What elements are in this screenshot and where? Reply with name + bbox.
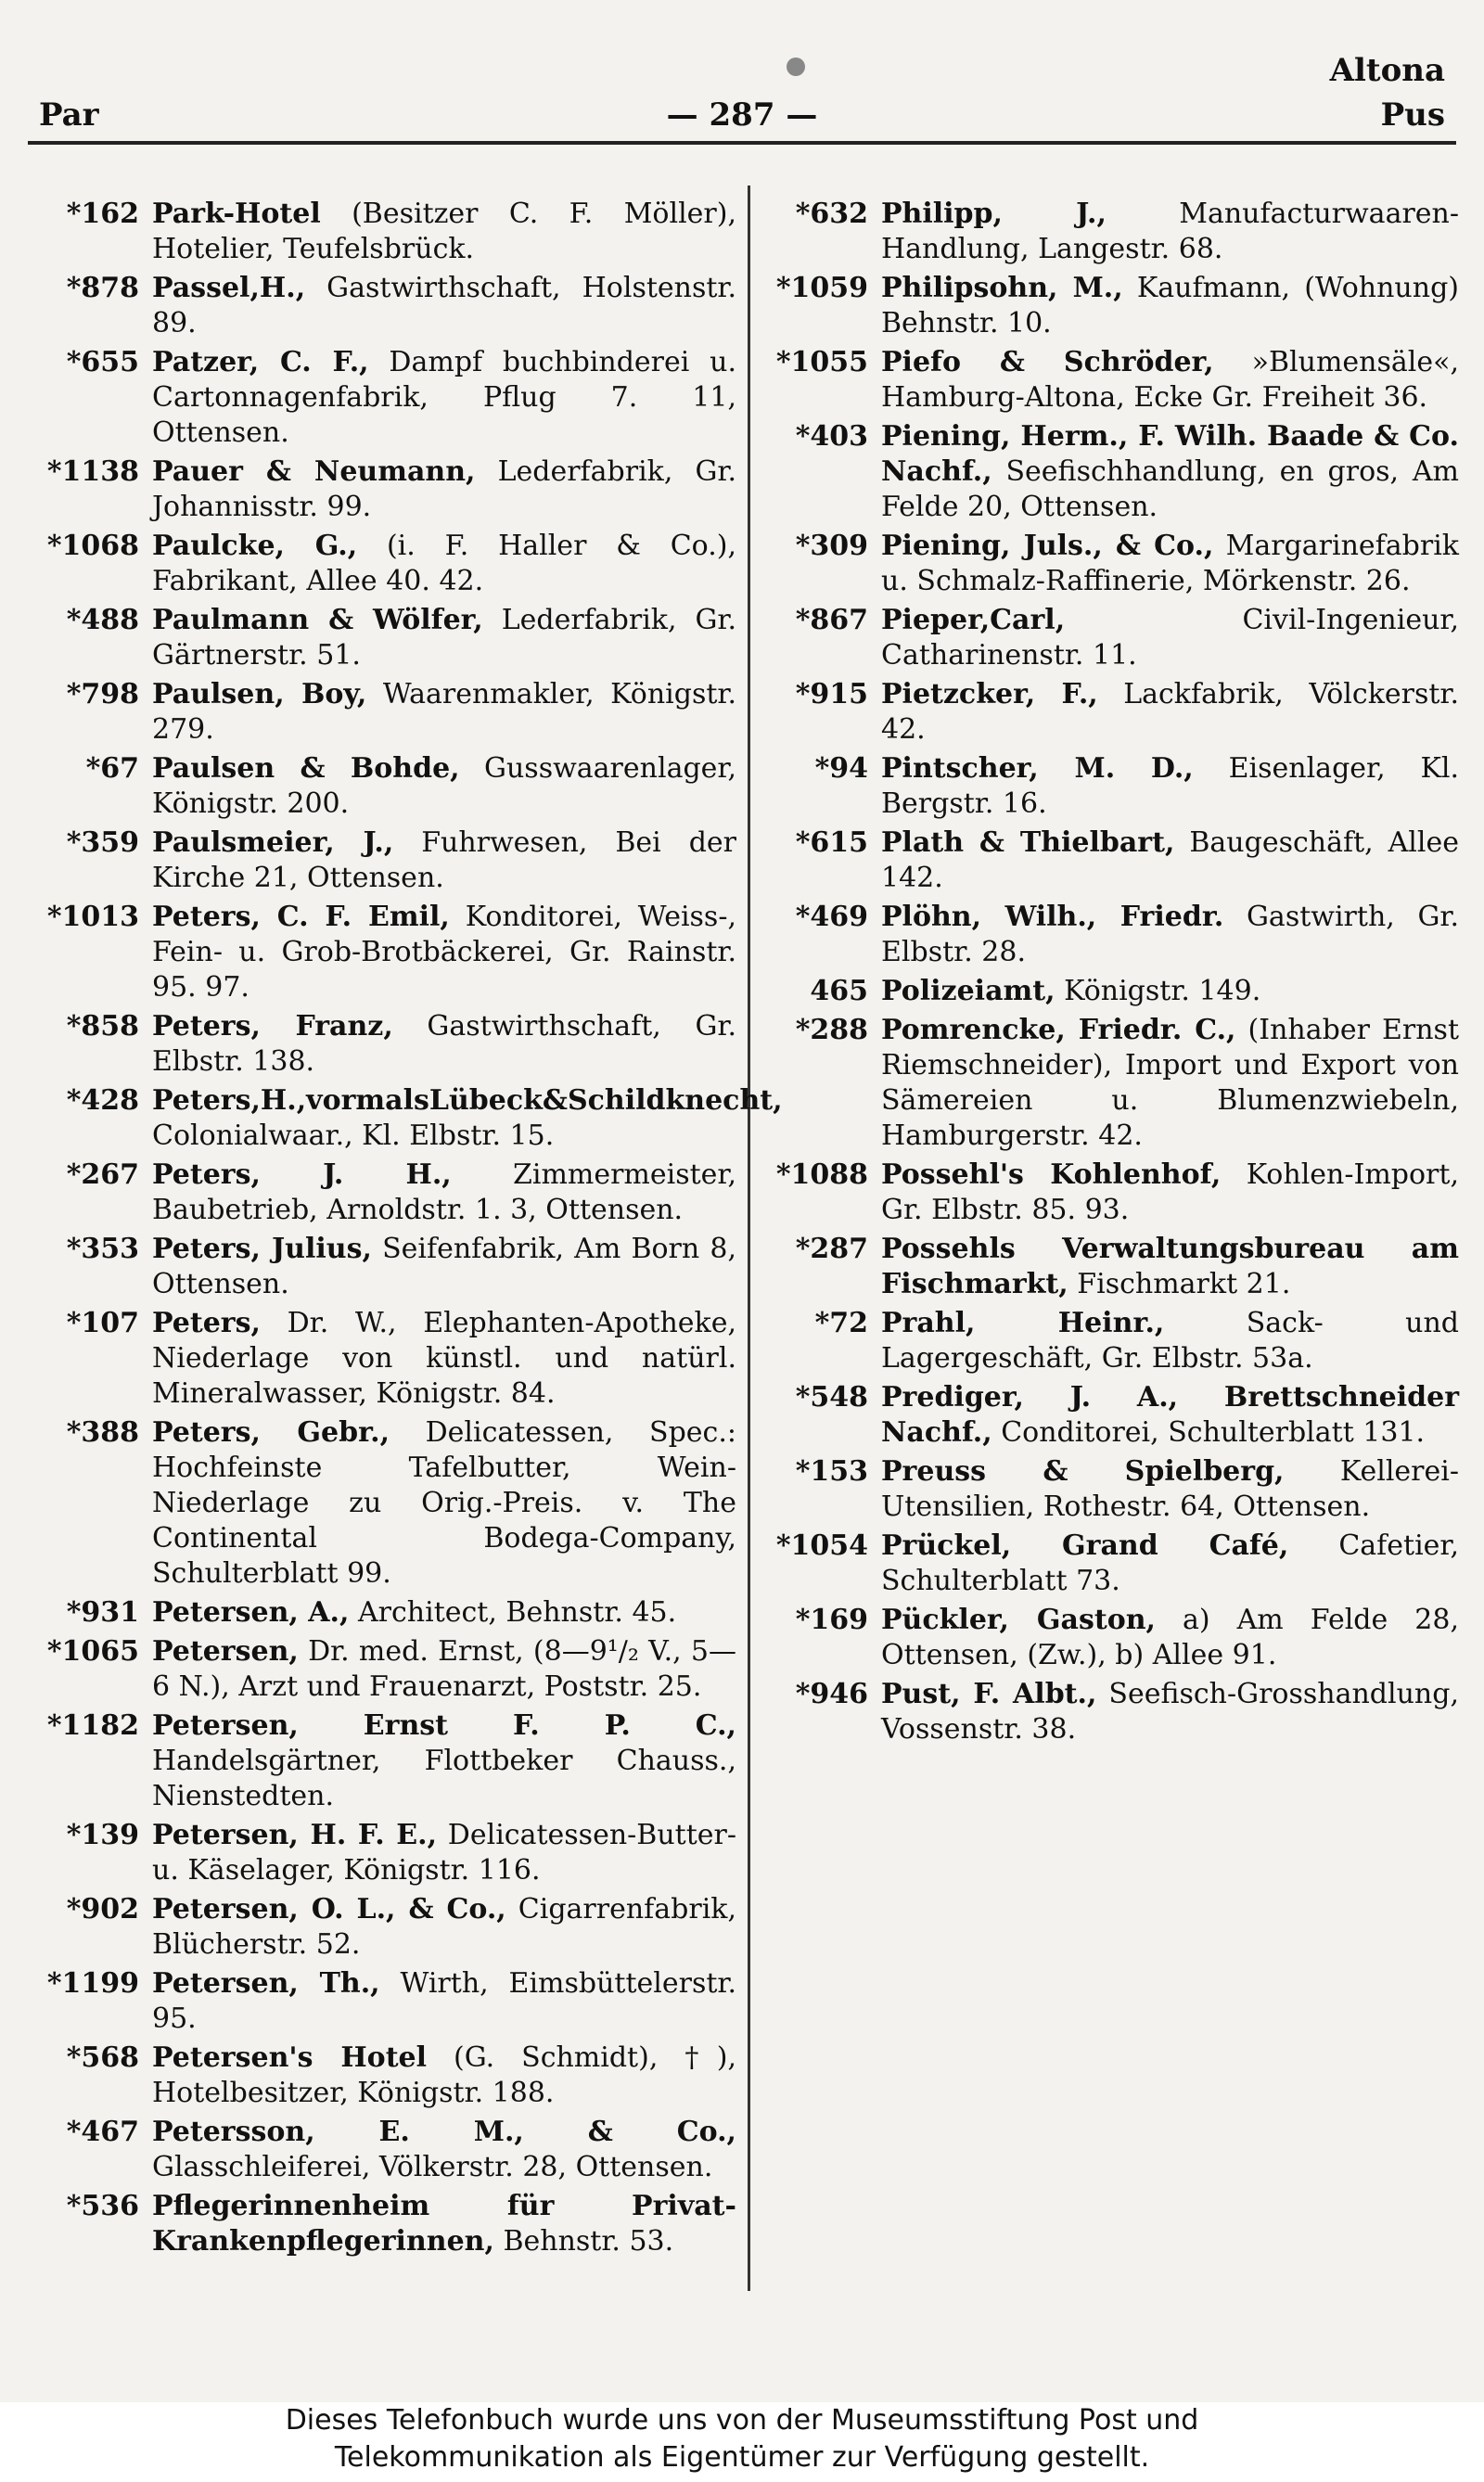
directory-entry <box>30 603 736 673</box>
entry-text <box>152 677 736 748</box>
entry-text <box>881 974 1459 1009</box>
directory-entry <box>759 1380 1459 1451</box>
entry-text <box>152 751 736 822</box>
phone-number: *1068 <box>46 530 139 562</box>
entry-name: Paulsmeier, J., <box>152 826 394 859</box>
entry-name: Petersen, A., <box>152 1596 350 1629</box>
phone-number: *548 <box>795 1381 868 1414</box>
entry-text <box>152 1708 736 1814</box>
footer-line-1: Dieses Telefonbuch wurde uns von der Museumsstiftung Post und <box>285 2404 1199 2437</box>
phone-number: *655 <box>66 346 139 378</box>
entry-name: Philipp, J., <box>881 198 1107 230</box>
entry-text <box>152 1083 783 1154</box>
entry-description: Cigarrenfabrik, Blücherstr. 52. <box>152 1893 737 1961</box>
directory-entry <box>30 1158 736 1228</box>
entry-description: Gastwirthschaft, Gr. Elbstr. 138. <box>152 1010 736 1078</box>
entry-description: Behnstr. 53. <box>493 2225 674 2258</box>
directory-entry <box>30 454 736 525</box>
entry-text <box>152 345 736 451</box>
entry-name: Pintscher, M. D., <box>881 752 1194 785</box>
entry-name: Paulsen, Boy, <box>152 678 367 710</box>
entry-text <box>152 1595 736 1631</box>
entry-description: Margarinefabrik u. Schmalz-Raffinerie, Mörkenstr. 26. <box>881 530 1459 597</box>
phone-number: *1088 <box>775 1158 868 1191</box>
directory-entry <box>759 751 1459 822</box>
phone-number: *615 <box>795 826 868 859</box>
entry-name: Pieper,Carl, <box>881 604 1066 636</box>
phone-number: *1138 <box>46 455 139 488</box>
entry-text <box>881 1232 1459 1302</box>
phone-number: *488 <box>66 604 139 636</box>
entry-text <box>881 197 1459 267</box>
entry-description: Seefisch-Grosshandlung, Vossenstr. 38. <box>881 1678 1459 1746</box>
directory-entry <box>30 2115 736 2185</box>
directory-entry <box>30 2189 736 2259</box>
right-column <box>759 197 1459 1751</box>
entry-description: Dampf buchbinderei u. Cartonnagenfabrik, Pflug 7. 11, Ottensen. <box>152 346 736 449</box>
entry-text <box>881 751 1459 822</box>
left-column <box>30 197 783 2263</box>
entry-description: Manufacturwaaren-Handlung, Langestr. 68. <box>881 198 1460 265</box>
phone-number: *858 <box>66 1010 139 1043</box>
entry-text <box>881 419 1459 525</box>
footer-note <box>0 2402 1484 2482</box>
directory-entry <box>759 1306 1459 1376</box>
entry-name: Polizeiamt, <box>881 975 1055 1007</box>
entry-text <box>152 603 736 673</box>
entry-text <box>152 1966 736 2037</box>
entry-name: Pietzcker, F., <box>881 678 1098 710</box>
phone-number: *931 <box>66 1596 139 1629</box>
directory-entry <box>759 1013 1459 1154</box>
directory-entry <box>30 751 736 822</box>
directory-entry <box>30 197 736 267</box>
entry-name: Peters, <box>152 1307 261 1339</box>
entry-text <box>152 1818 736 1888</box>
entry-name: Piefo & Schröder, <box>881 346 1214 378</box>
phone-number: *469 <box>795 901 868 933</box>
entry-description: Gastwirthschaft, Holstenstr. 89. <box>152 272 736 339</box>
entry-description: (Inhaber Ernst Riemschneider), Import und Export von Sämereien u. Blumenzwiebeln, Hamburgerstr. 42. <box>881 1014 1459 1152</box>
entry-name: Prediger, J. A., Brettschneider Nachf., <box>881 1381 1459 1449</box>
directory-entry <box>30 1595 736 1631</box>
entry-name: Piening, Juls., & Co., <box>881 530 1214 562</box>
entry-name: Petersen, Th., <box>152 1967 380 2000</box>
entry-name: Prückel, Grand Café, <box>881 1529 1289 1562</box>
directory-entry <box>30 1083 783 1154</box>
entry-description: Dr. W., Elephanten-Apotheke, Niederlage von künstl. und natürl. Mineralwasser, Königstr. 84. <box>152 1307 736 1410</box>
entry-name: Pauer & Neumann, <box>152 455 476 488</box>
entry-text <box>152 271 736 341</box>
entry-description: Lederfabrik, Gr. Gärtnerstr. 51. <box>152 604 737 672</box>
entry-description: Lackfabrik, Völckerstr. 42. <box>881 678 1459 746</box>
entry-name: Park-Hotel <box>152 198 321 230</box>
entry-description: Zimmermeister, Baubetrieb, Arnoldstr. 1. 3, Ottensen. <box>152 1158 737 1226</box>
phone-number: *798 <box>66 678 139 710</box>
entry-description: Seefischhandlung, en gros, Am Felde 20, Ottensen. <box>881 455 1459 523</box>
entry-description: Gastwirth, Gr. Elbstr. 28. <box>881 901 1459 968</box>
entry-name: Peters, Franz, <box>152 1010 393 1043</box>
entry-text <box>152 1306 736 1412</box>
entry-name: Prahl, Heinr., <box>881 1307 1165 1339</box>
phone-number: *94 <box>814 752 868 785</box>
directory-entry <box>30 529 736 599</box>
entry-name: Pflegerinnenheim für Privat-Krankenpflegerinnen, <box>152 2190 736 2258</box>
entry-description: a) Am Felde 28, Ottensen, (Zw.), b) Allee 91. <box>881 1604 1459 1671</box>
phone-number: *1013 <box>46 901 139 933</box>
entry-description: (G. Schmidt), †), Hotelbesitzer, Königstr. 188. <box>152 2041 737 2109</box>
entry-text <box>881 271 1459 341</box>
entry-text <box>152 1158 736 1228</box>
directory-entry <box>30 1232 736 1302</box>
entry-name: Passel,H., <box>152 272 306 304</box>
directory-entry <box>30 1966 736 2037</box>
entry-description: Handelsgärtner, Flottbeker Chauss., Nienstedten. <box>152 1745 736 1812</box>
entry-text <box>881 1306 1459 1376</box>
entry-name: Peters, C. F. Emil, <box>152 901 450 933</box>
entry-text <box>881 677 1459 748</box>
phone-number: *72 <box>814 1307 868 1339</box>
entry-description: Gusswaarenlager, Königstr. 200. <box>152 752 736 820</box>
phone-number: *359 <box>66 826 139 859</box>
entry-description: Eisenlager, Kl. Bergstr. 16. <box>881 752 1459 820</box>
entry-name: Petersen's Hotel <box>152 2041 428 2074</box>
entry-text <box>152 2189 736 2259</box>
directory-entry <box>759 345 1459 416</box>
directory-entry <box>759 900 1459 970</box>
phone-number: *288 <box>795 1014 868 1046</box>
directory-entry <box>30 271 736 341</box>
directory-entry <box>759 419 1459 525</box>
phone-number: *267 <box>66 1158 139 1191</box>
entry-text <box>152 454 736 525</box>
entry-name: Petersen, Ernst F. P. C., <box>152 1709 736 1742</box>
directory-entry <box>759 1454 1459 1525</box>
directory-entry <box>30 1708 736 1814</box>
directory-entry <box>759 529 1459 599</box>
entry-description: Dr. med. Ernst, (8—9¹/₂ V., 5—6 N.), Arzt und Frauenarzt, Poststr. 25. <box>152 1635 736 1703</box>
entry-description: Sack- und Lagergeschäft, Gr. Elbstr. 53a. <box>881 1307 1459 1375</box>
entry-name: Peters, Gebr., <box>152 1416 390 1449</box>
entry-description: Colonialwaar., Kl. Elbstr. 15. <box>152 1119 555 1152</box>
entry-name: Possehl's Kohlenhof, <box>881 1158 1222 1191</box>
range-start: Par <box>39 96 99 134</box>
phone-number: *169 <box>795 1604 868 1636</box>
entry-name: Possehls Verwaltungsbureau am Fischmarkt, <box>881 1233 1459 1300</box>
directory-entry <box>759 1158 1459 1228</box>
phone-number: *403 <box>795 420 868 453</box>
entry-name: Pückler, Gaston, <box>881 1604 1156 1636</box>
phone-number: *467 <box>66 2116 139 2148</box>
directory-entry <box>30 2041 736 2111</box>
phone-number: *1065 <box>46 1635 139 1668</box>
phone-number: *1182 <box>46 1709 139 1742</box>
directory-entry <box>30 1306 736 1412</box>
entry-text <box>152 1009 736 1080</box>
entry-text <box>881 825 1459 896</box>
entry-text <box>152 529 736 599</box>
directory-entry <box>759 825 1459 896</box>
entry-name: Petersson, E. M., & Co., <box>152 2116 736 2148</box>
directory-entry <box>759 271 1459 341</box>
entry-text <box>152 2041 736 2111</box>
phone-number: *353 <box>66 1233 139 1265</box>
entry-description: Konditorei, Weiss-, Fein- u. Grob-Brotbäckerei, Gr. Rainstr. 95. 97. <box>152 901 737 1004</box>
entry-description: (i. F. Haller & Co.), Fabrikant, Allee 40. 42. <box>152 530 736 597</box>
entry-text <box>881 603 1459 673</box>
entry-description: Kellerei-Utensilien, Rothestr. 64, Ottensen. <box>881 1455 1459 1523</box>
phone-number: *1199 <box>46 1967 139 2000</box>
phone-number: *428 <box>66 1084 139 1117</box>
entry-name: Preuss & Spielberg, <box>881 1455 1285 1488</box>
entry-description: Kohlen-Import, Gr. Elbstr. 85. 93. <box>881 1158 1459 1226</box>
phone-number: *536 <box>66 2190 139 2222</box>
phone-number: *287 <box>795 1233 868 1265</box>
entry-name: Peters, J. H., <box>152 1158 452 1191</box>
phone-number: *153 <box>795 1455 868 1488</box>
directory-entry <box>30 345 736 451</box>
entry-name: Pomrencke, Friedr. C., <box>881 1014 1236 1046</box>
entry-name: Petersen, H. F. E., <box>152 1819 438 1851</box>
entry-text <box>152 825 736 896</box>
entry-description: Seifenfabrik, Am Born 8, Ottensen. <box>152 1233 736 1300</box>
entry-description: Waarenmakler, Königstr. 279. <box>152 678 737 746</box>
entry-text <box>152 2115 736 2185</box>
phone-number: *1054 <box>775 1529 868 1562</box>
directory-entry <box>759 974 1459 1009</box>
directory-entry <box>759 1232 1459 1302</box>
phone-number: *107 <box>66 1307 139 1339</box>
phone-number: *67 <box>85 752 139 785</box>
entry-text <box>881 900 1459 970</box>
directory-entry <box>30 1818 736 1888</box>
entry-name: Paulsen & Bohde, <box>152 752 460 785</box>
directory-entry <box>30 1892 736 1963</box>
entry-description: Conditorei, Schulterblatt 131. <box>991 1416 1426 1449</box>
entry-description: (Besitzer C. F. Möller), Hotelier, Teufelsbrück. <box>152 198 736 265</box>
entry-description: Architect, Behnstr. 45. <box>349 1596 677 1629</box>
entry-description: Königstr. 149. <box>1055 975 1261 1007</box>
entry-text <box>152 197 736 267</box>
entry-name: Piening, Herm., F. Wilh. Baade & Co. Nachf., <box>881 420 1459 488</box>
entry-description: »Blumensäle«, Hamburg-Altona, Ecke Gr. Freiheit 36. <box>881 346 1459 414</box>
directory-entry <box>759 1529 1459 1599</box>
entry-description: Glasschleiferei, Völkerstr. 28, Ottensen. <box>152 2151 713 2183</box>
phone-number: *1059 <box>775 272 868 304</box>
entry-name: Peters, Julius, <box>152 1233 372 1265</box>
entry-description: Delicatessen-Butter- u. Käselager, Königstr. 116. <box>152 1819 736 1887</box>
entry-description: Fischmarkt 21. <box>1068 1268 1291 1300</box>
directory-entry <box>30 900 736 1005</box>
entry-name: Pust, F. Albt., <box>881 1678 1097 1710</box>
directory-entry <box>30 677 736 748</box>
phone-number: *867 <box>795 604 868 636</box>
phone-number: *568 <box>66 2041 139 2074</box>
directory-entry <box>30 1634 736 1705</box>
directory-entry <box>759 197 1459 267</box>
directory-entry <box>30 1415 736 1592</box>
entry-description: Civil-Ingenieur, Catharinenstr. 11. <box>881 604 1459 672</box>
entry-description: Fuhrwesen, Bei der Kirche 21, Ottensen. <box>152 826 736 894</box>
directory-entry <box>30 1009 736 1080</box>
entry-description: Delicatessen, Spec.: Hochfeinste Tafelbutter, Wein-Niederlage zu Orig.-Preis. v. The Continental Bodega-Company, Schulterblatt 99. <box>152 1416 736 1590</box>
directory-entry <box>30 825 736 896</box>
phone-number: *309 <box>795 530 868 562</box>
entry-text <box>881 1158 1459 1228</box>
entry-name: Petersen, <box>152 1635 299 1668</box>
entry-text <box>152 1892 736 1963</box>
entry-name: Plath & Thielbart, <box>881 826 1175 859</box>
entry-text <box>881 345 1459 416</box>
entry-text <box>152 1634 736 1705</box>
phone-number: *388 <box>66 1416 139 1449</box>
directory-entry <box>759 1603 1459 1673</box>
phone-number: *1055 <box>775 346 868 378</box>
entry-text <box>881 1677 1459 1747</box>
entry-text <box>152 900 736 1005</box>
directory-entry <box>759 1677 1459 1747</box>
phone-number: 465 <box>810 975 868 1007</box>
entry-description: Wirth, Eimsbüttelerstr. 95. <box>152 1967 736 2035</box>
entry-name: Philipsohn, M., <box>881 272 1123 304</box>
entry-text <box>152 1415 736 1592</box>
directory-entry <box>759 603 1459 673</box>
phone-number: *139 <box>66 1819 139 1851</box>
entry-name: Petersen, O. L., & Co., <box>152 1893 506 1925</box>
entry-name: Patzer, C. F., <box>152 346 369 378</box>
entry-text <box>881 1603 1459 1673</box>
punch-hole <box>787 58 805 76</box>
entry-description: Cafetier, Schulterblatt 73. <box>881 1529 1460 1597</box>
entry-text <box>881 1013 1459 1154</box>
column-divider <box>748 186 750 2291</box>
range-end: Pus <box>1380 96 1445 134</box>
entry-description: Lederfabrik, Gr. Johannisstr. 99. <box>152 455 736 523</box>
city-heading: Altona <box>1329 52 1445 89</box>
entry-text <box>881 1454 1459 1525</box>
phone-number: *915 <box>795 678 868 710</box>
phone-number: *162 <box>66 198 139 230</box>
entry-name: Peters,H.,vormalsLübeck&Schildknecht, <box>152 1084 783 1117</box>
entry-name: Plöhn, Wilh., Friedr. <box>881 901 1224 933</box>
phone-number: *632 <box>795 198 868 230</box>
footer-line-2: Telekommunikation als Eigentümer zur Verfügung gestellt. <box>334 2441 1150 2474</box>
entry-name: Paulmann & Wölfer, <box>152 604 483 636</box>
entry-description: Baugeschäft, Allee 142. <box>881 826 1460 894</box>
phone-number: *878 <box>66 272 139 304</box>
entry-text <box>881 1380 1459 1451</box>
entry-text <box>881 1529 1459 1599</box>
phone-number: *902 <box>66 1893 139 1925</box>
phone-number: *946 <box>795 1678 868 1710</box>
entry-description: Kaufmann, (Wohnung) Behnstr. 10. <box>881 272 1459 339</box>
page-number: — 287 — <box>666 96 818 134</box>
entry-name: Paulcke, G., <box>152 530 358 562</box>
entry-text <box>152 1232 736 1302</box>
header-rule <box>28 141 1456 145</box>
directory-entry <box>759 677 1459 748</box>
entry-text <box>881 529 1459 599</box>
